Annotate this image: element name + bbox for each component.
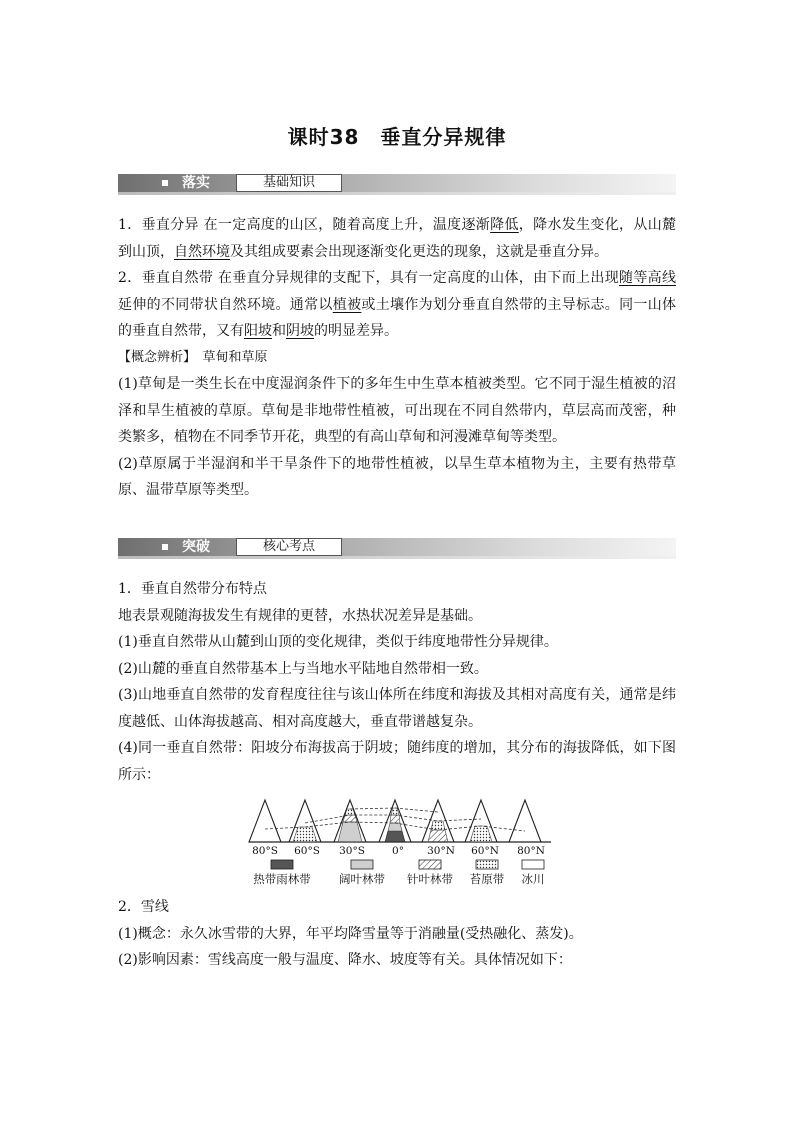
swatch-broadleaf (351, 860, 373, 869)
snowline-concept: (1)概念：永久冰雪带的大界，年平均降雪量等于消融量(受热融化、蒸发)。 (118, 925, 583, 942)
legend-swatches (271, 860, 544, 869)
point-4: (4)同一垂直自然带：阳坡分布海拔高于阴坡；随纬度的增加，其分布的海拔降低，如下图所示： (118, 740, 676, 783)
blank-answer: 阳坡 (244, 323, 272, 339)
section-label: 基础知识 (236, 174, 342, 192)
basic-knowledge-block (118, 212, 676, 504)
latitude-label: 80°S (252, 845, 278, 857)
legend-label: 苔原带 (469, 872, 505, 886)
item-vertical-zone: 2．垂直自然带 在垂直分异规律的支配下，具有一定高度的山体，由下而上出现随等高线延伸的不同带状自然环境。通常以植被或土壤作为划分垂直自然带的主导标志。同一山体的垂直自然带，又有阳坡和阴坡的明显差异。 (118, 270, 677, 339)
legend-label: 冰川 (521, 872, 545, 886)
snowline-factors: (2)影响因素：雪线高度一般与温度、降水、坡度等有关。具体情况如下： (118, 952, 572, 968)
core-points-block-1 (118, 576, 676, 788)
subheading-snowline: 2．雪线 (118, 899, 169, 915)
page-title: 课时38 垂直分异规律 (287, 125, 507, 149)
blank-answer: 随等高线 (619, 270, 677, 286)
intro-text: 地表景观随海拔发生有规律的更替，水热状况差异是基础。 (118, 607, 482, 624)
subheading-distribution: 1．垂直自然带分布特点 (118, 581, 267, 597)
blank-answer: 植被 (332, 296, 362, 313)
latitude-label: 80°N (517, 845, 545, 857)
zone-fills (293, 808, 492, 842)
legend-label: 针叶林带 (407, 872, 453, 886)
legend-label: 阔叶林带 (339, 872, 385, 886)
swatch-glacier (522, 860, 544, 869)
section-label: 核心考点 (236, 538, 342, 556)
point-3: (3)山地垂直自然带的发育程度往往与该山体所在纬度和海拔及其相对高度有关，通常是纬度越低、山体海拔越高、相对高度越大，垂直带谱越复杂。 (118, 687, 676, 730)
square-bullet-icon (162, 544, 168, 550)
latitude-label: 60°S (294, 845, 320, 857)
vertical-zone-figure (245, 797, 555, 889)
swatch-rainforest (271, 860, 293, 869)
swatch-conifer (419, 860, 441, 869)
point-2: (2)山麓的垂直自然带基本上与当地水平陆地自然带相一致。 (118, 660, 488, 677)
concept-title: 【概念辨析】 草甸和草原 (118, 349, 268, 365)
item-vertical-differentiation: 1．垂直分异 在一定高度的山区，随着高度上升，温度逐渐降低，降水发生变化，从山麓到山顶，自然环境及其组成要素会出现逐渐变化更迭的现象，这就是垂直分异。 (118, 217, 677, 260)
concept-paragraph-2: (2)草原属于半湿润和半干旱条件下的地带性植被，以旱生草本植物为主，主要有热带草原、温带草原等类型。 (118, 455, 676, 498)
swatch-tundra (476, 860, 498, 869)
blank-answer: 阴坡 (286, 323, 314, 339)
latitude-label: 30°S (339, 845, 365, 857)
section-header-core (118, 538, 676, 556)
latitude-label: 30°N (427, 845, 455, 857)
core-points-block-2 (118, 894, 676, 974)
blank-answer: 自然环境 (174, 243, 230, 260)
section-tag: 落实 (182, 175, 210, 191)
section-header-basic (118, 174, 676, 192)
latitude-label: 0° (392, 845, 404, 857)
concept-paragraph-1: (1)草甸是一类生长在中度湿润条件下的多年生中生草本植被类型。它不同于湿生植被的沼泽和旱生植被的草原。草甸是非地带性植被，可出现在不同自然带内，草层高而茂密，种类繁多，植物在不同季节开花，典型的有高山草甸和河漫滩草甸等类型。 (118, 376, 676, 445)
legend-label: 热带雨林带 (253, 872, 311, 886)
section-tag: 突破 (182, 539, 210, 555)
blank-answer: 降低 (490, 217, 519, 233)
latitude-label: 60°N (471, 845, 499, 857)
point-1: (1)垂直自然带从山麓到山顶的变化规律，类似于纬度地带性分异规律。 (118, 634, 558, 650)
square-bullet-icon (162, 180, 168, 186)
